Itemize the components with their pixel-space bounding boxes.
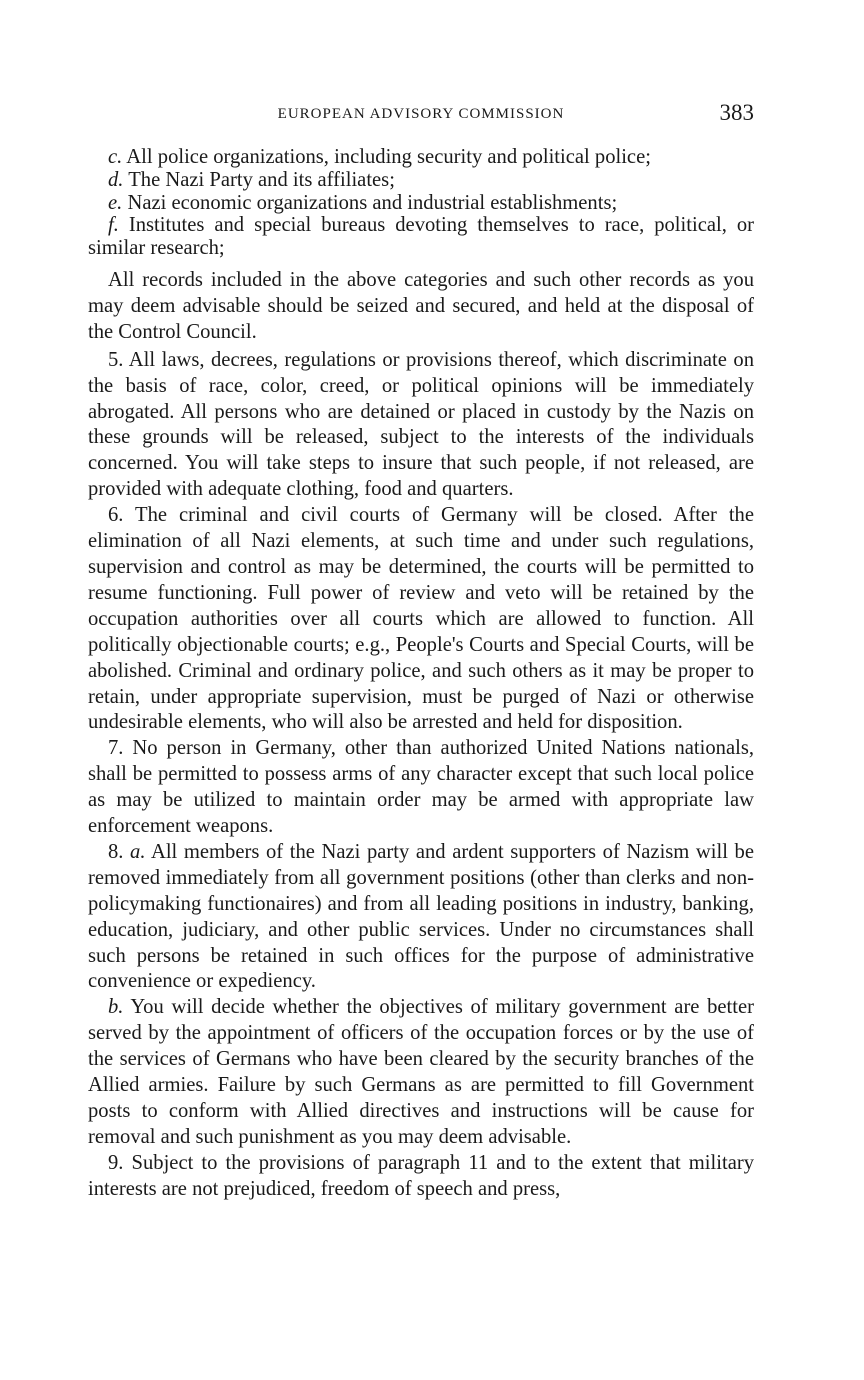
paragraph-9: 9. Subject to the provisions of paragraph 11 and to the extent that military interests are not prejudiced, freedom of speech and press, [88, 1151, 754, 1200]
list-item-letter: f. [108, 214, 119, 237]
paragraph-8a-text: All members of the Nazi party and ardent supporters of Nazism will be removed immediately from all government positions (other than clerks and non-policymaking functionaires) and from all leading positions in industry, banking, education, judiciary, and other public services. Under no circumstances shall such persons be retained in such offices for the purpose of administrative convenience or expediency. [88, 840, 754, 993]
list-item [88, 214, 754, 260]
paragraph-8a [88, 840, 754, 995]
running-header [88, 100, 754, 132]
list-item-text: All police organizations, including security and political police; [122, 146, 651, 168]
paragraph-6: 6. The criminal and civil courts of Germany will be closed. After the elimination of all Nazi elements, at such time and under such regulations, supervision and control as may be determined, the courts will be permitted to resume functioning. Full power of review and veto will be retained by the occupation authorities over all courts which are allowed to function. All politically objectionable courts; e.g., People's Courts and Special Courts, will be abolished. Criminal and ordinary police, and such others as it may be proper to retain, under appropriate supervision, must be purged of Nazi or otherwise undesirable elements, who will also be arrested and held for disposition. [88, 504, 754, 734]
list-item-text: The Nazi Party and its affiliates; [123, 168, 395, 191]
page-number: 383 [719, 100, 754, 125]
body-text [88, 268, 754, 1203]
list-item-text: Institutes and special bureaus devoting themselves to race, political, or similar research; [88, 214, 754, 260]
paragraph-8b-letter: b. [108, 996, 124, 1019]
paragraph-5: 5. All laws, decrees, regulations or provisions thereof, which discriminate on the basis of race, color, creed, or political opinions will be immediately abrogated. All persons who are detained or placed in custody by the Nazis on these grounds will be released, subject to the interests of the individuals concerned. You will take steps to insure that such people, if not released, are provided with adequate clothing, food and quarters. [88, 348, 754, 501]
paragraph-8b-text: You will decide whether the objectives of military government are better served by the appointment of officers of the occupation forces or by the use of the services of Germans who have been cleared by the security branches of the Allied armies. Failure by such Germans as are permitted to fill Government posts to conform with Allied directives and instructions will be cause for removal and such punishment as you may deem advisable. [88, 996, 754, 1148]
paragraph-records: All records included in the above categories and such other records as you may deem advisable should be seized and secured, and held at the disposal of the Control Council. [88, 269, 754, 343]
running-title: EUROPEAN ADVISORY COMMISSION [277, 106, 565, 122]
list-item [88, 169, 754, 192]
list-item [88, 146, 754, 169]
list-item-letter: e. [108, 191, 123, 214]
list-item-text: Nazi economic organizations and industrial establishments; [122, 191, 618, 214]
paragraph-7: 7. No person in Germany, other than authorized United Nations nationals, shall be permitted to possess arms of any character except that such local police as may be utilized to maintain order may be armed with appropriate law enforcement weapons. [88, 737, 754, 838]
paragraph-8b [88, 995, 754, 1150]
list-item [88, 192, 754, 215]
list-item-letter: d. [108, 168, 124, 191]
list-item-letter: c. [108, 146, 123, 168]
category-list [88, 146, 754, 260]
paragraph-8a-letter: a. [130, 840, 146, 863]
paragraph-8-number: 8. [108, 840, 131, 863]
